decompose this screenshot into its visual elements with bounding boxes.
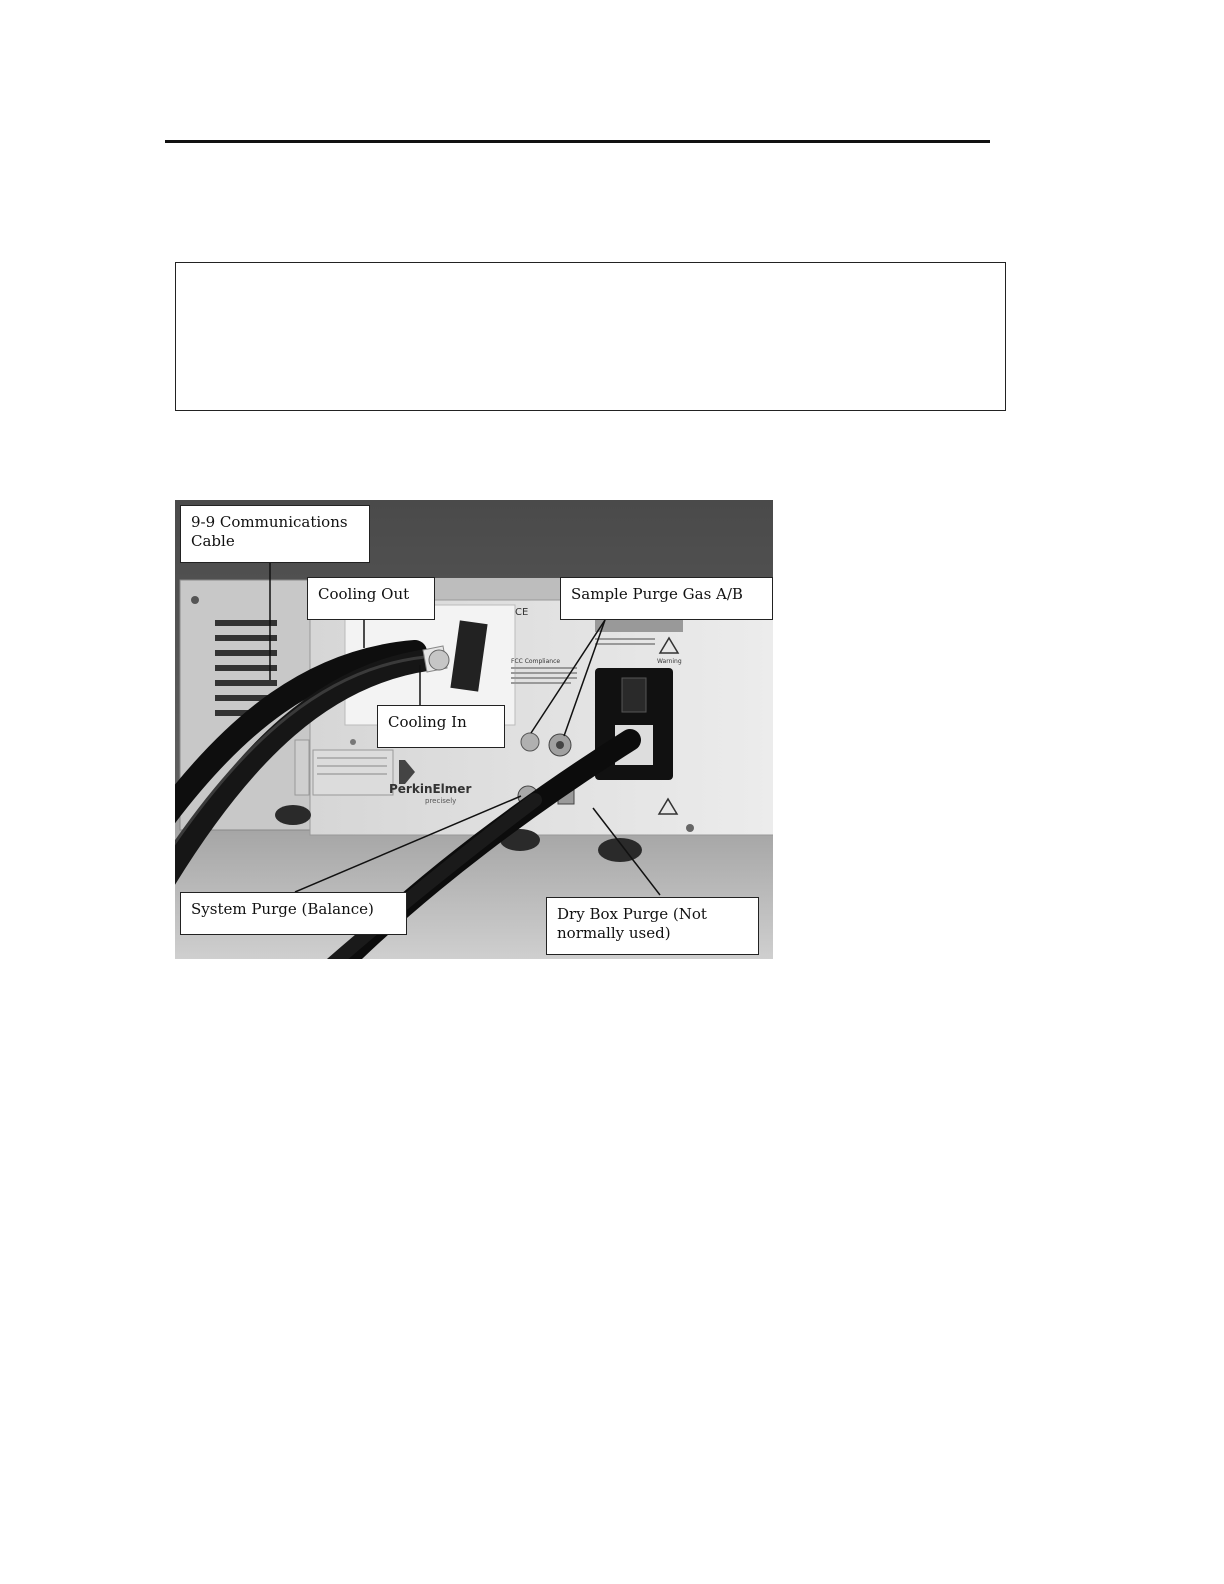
- callout-dry-box-purge: Dry Box Purge (Not normally used): [546, 897, 759, 955]
- sample-purge-a-port: [521, 733, 539, 751]
- header-rule: [165, 140, 990, 143]
- brand-label: PerkinElmer: [389, 782, 472, 796]
- ce-mark: CE: [515, 607, 529, 618]
- callout-sample-purge-gas: Sample Purge Gas A/B: [560, 577, 773, 620]
- empty-note-box: [175, 262, 1006, 411]
- fcc-label: FCC Compliance: [511, 658, 561, 665]
- callout-communications-cable: 9-9 Communications Cable: [180, 505, 370, 563]
- callout-cooling-in: Cooling In: [377, 705, 505, 748]
- brand-tagline: precisely: [425, 797, 457, 805]
- warning-label: Warning: [657, 658, 682, 665]
- callout-system-purge: System Purge (Balance): [180, 892, 407, 935]
- callout-cooling-out: Cooling Out: [307, 577, 435, 620]
